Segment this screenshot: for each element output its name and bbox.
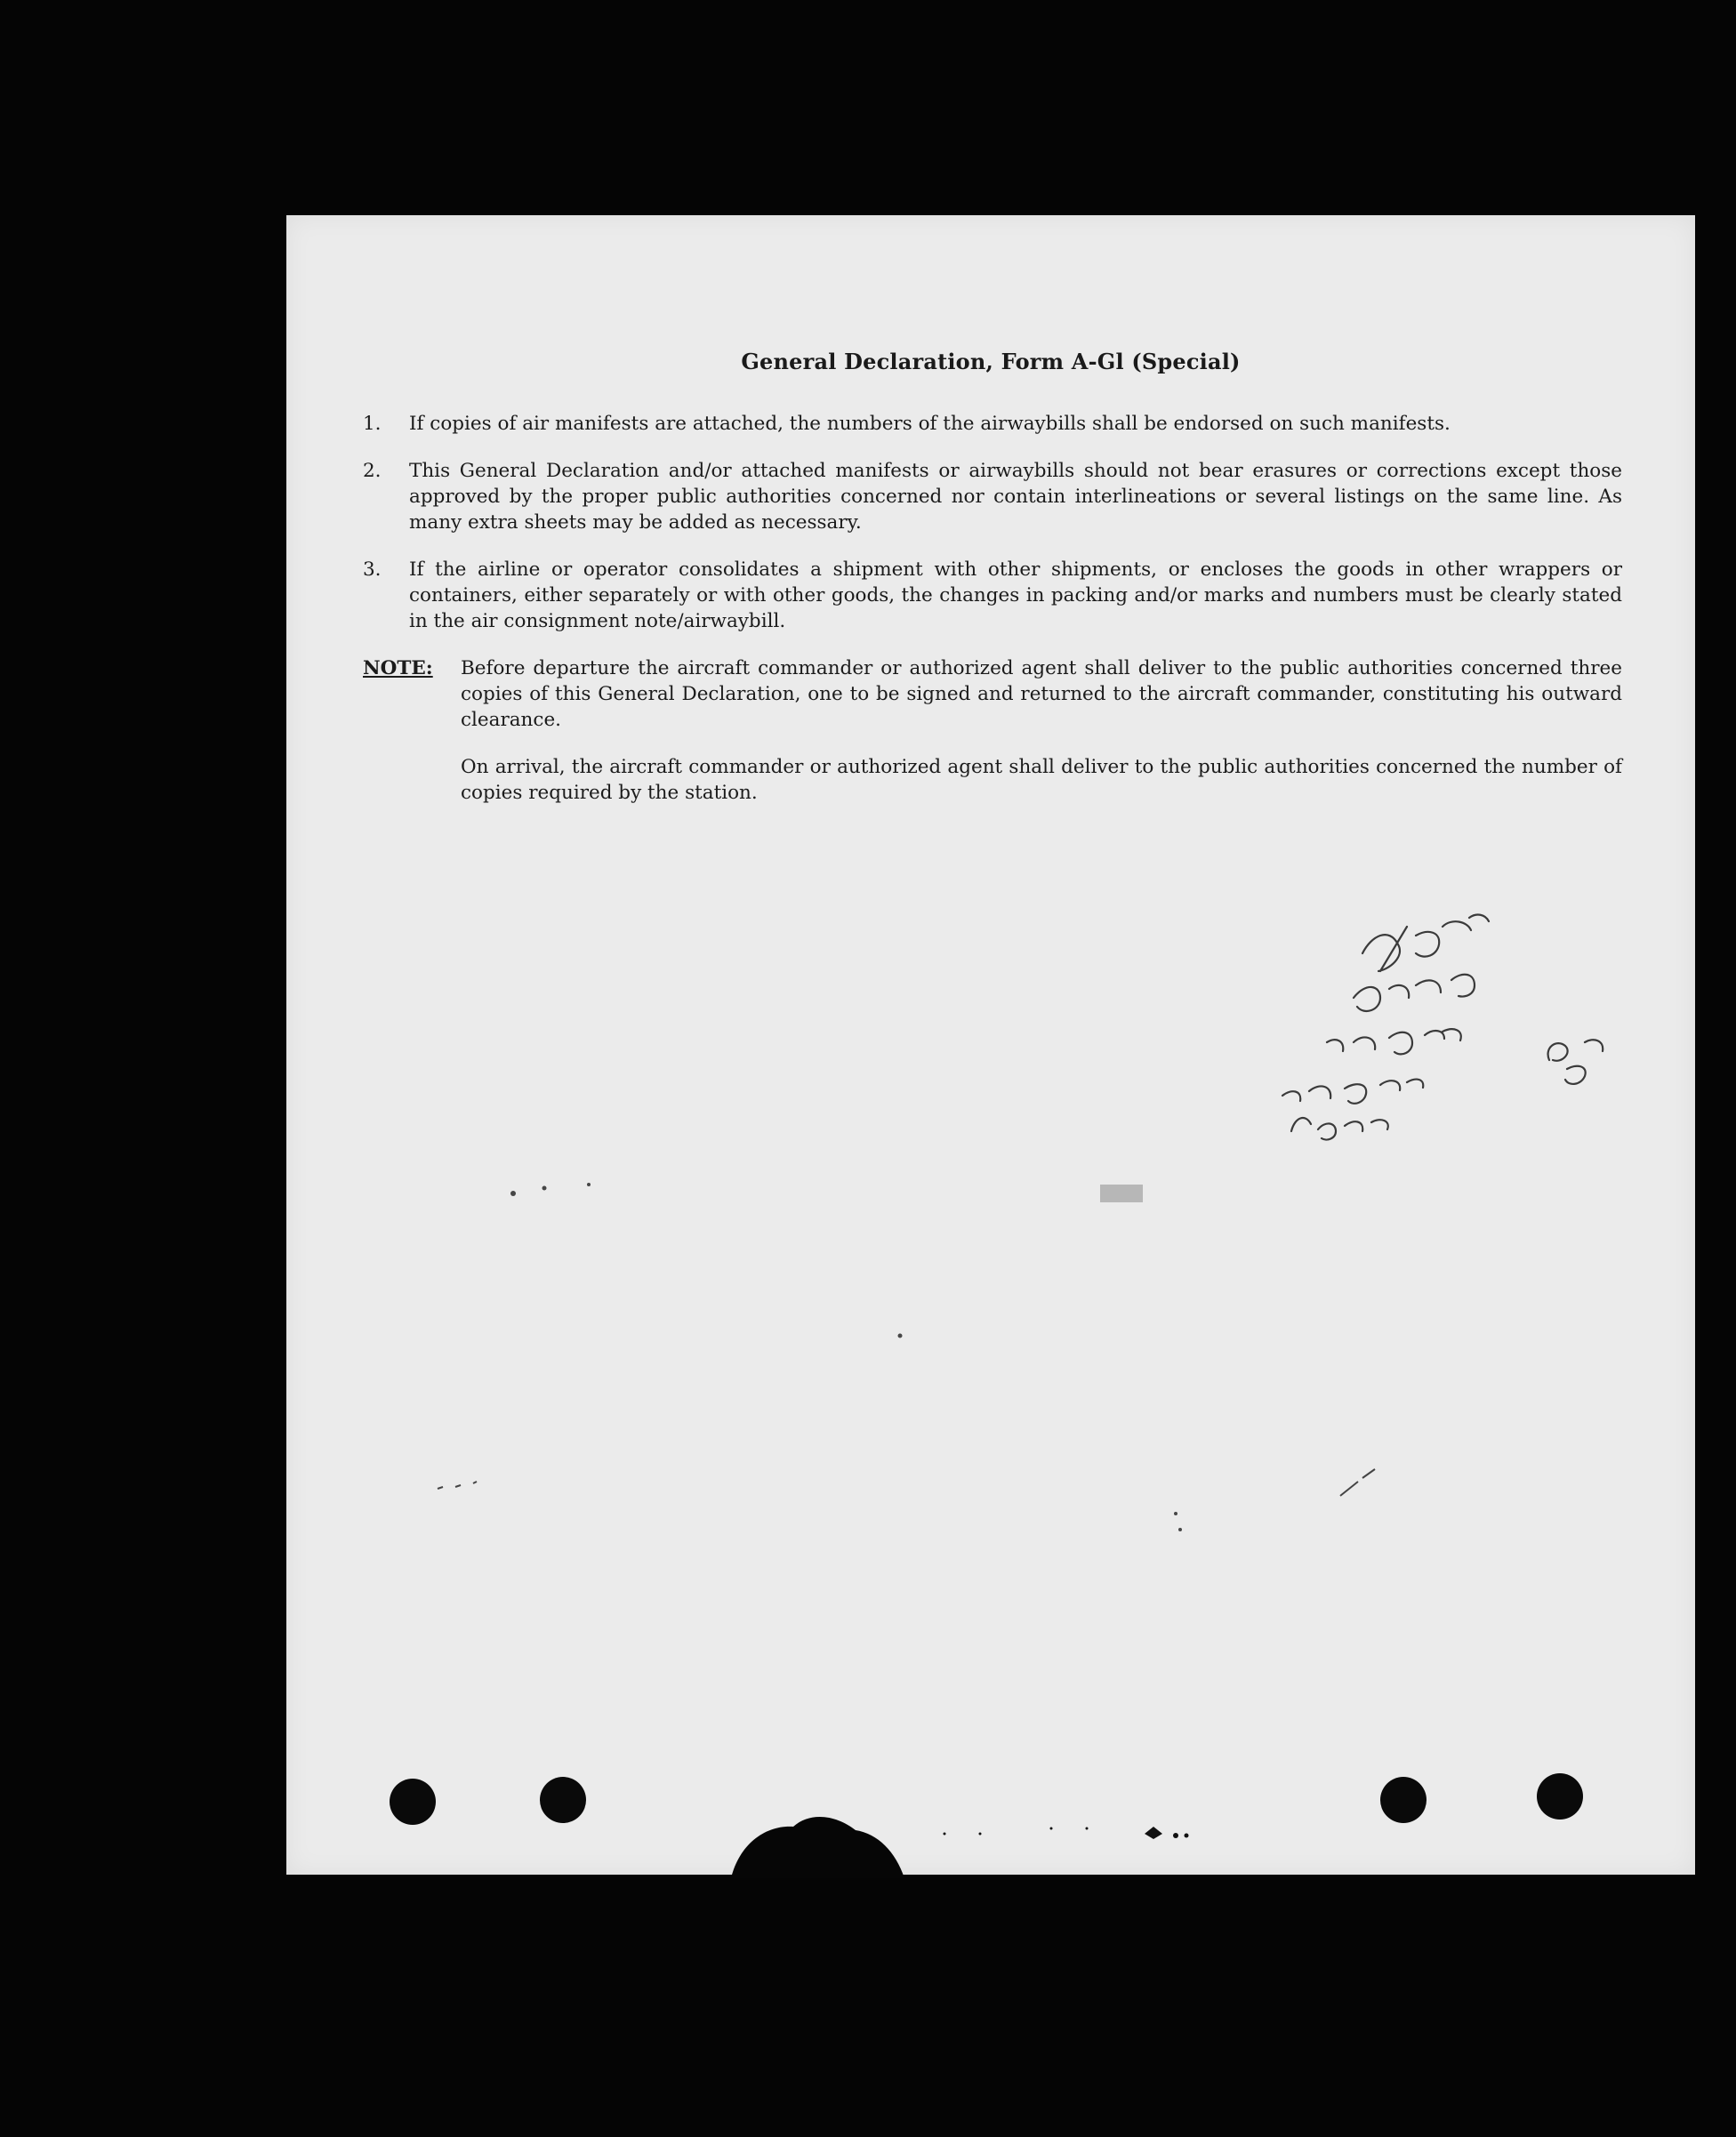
- item-number: 2.: [363, 460, 382, 482]
- item-text: This General Declaration and/or attached manifests or airwaybills should not bear erasures or corrections except those approved by the proper public authorities concerned nor contain interlineations or several listings on the same line. As many extra sheets may be added as necessary.: [409, 460, 1622, 534]
- form-page: [286, 215, 1695, 1875]
- punch-hole-right-outer: [1537, 1773, 1583, 1820]
- punch-hole-left-inner: [540, 1777, 586, 1823]
- handwritten-annotation: [286, 215, 1695, 1875]
- punch-hole-right-inner: [1380, 1777, 1427, 1823]
- bottom-specks: [909, 1816, 1194, 1852]
- note-paragraph-arrival: On arrival, the aircraft commander or authorized agent shall deliver to the public authorities concerned the number of copies required by the station.: [461, 756, 1622, 804]
- item-number: 3.: [363, 558, 382, 581]
- item-text: If the airline or operator consolidates a shipment with other shipments, or encloses the goods in other wrappers or containers, either separately or with other goods, the changes in packing and/or marks and numbers must be clearly stated in the air consignment note/airwaybill.: [409, 558, 1622, 632]
- note-label: NOTE:: [363, 657, 433, 679]
- torn-edge-mark: [731, 1807, 909, 1878]
- punch-hole-left-outer: [390, 1779, 436, 1825]
- note-paragraph-departure: Before departure the aircraft commander or authorized agent shall deliver to the public authorities concerned three copies of this General Declaration, one to be signed and returned to the aircraft commander, constituting his outward clearance.: [461, 657, 1622, 731]
- item-text: If copies of air manifests are attached, the numbers of the airwaybills shall be endorsed on such manifests.: [409, 413, 1451, 435]
- item-number: 1.: [363, 413, 382, 435]
- form-title: General Declaration, Form A-Gl (Special): [741, 349, 1241, 374]
